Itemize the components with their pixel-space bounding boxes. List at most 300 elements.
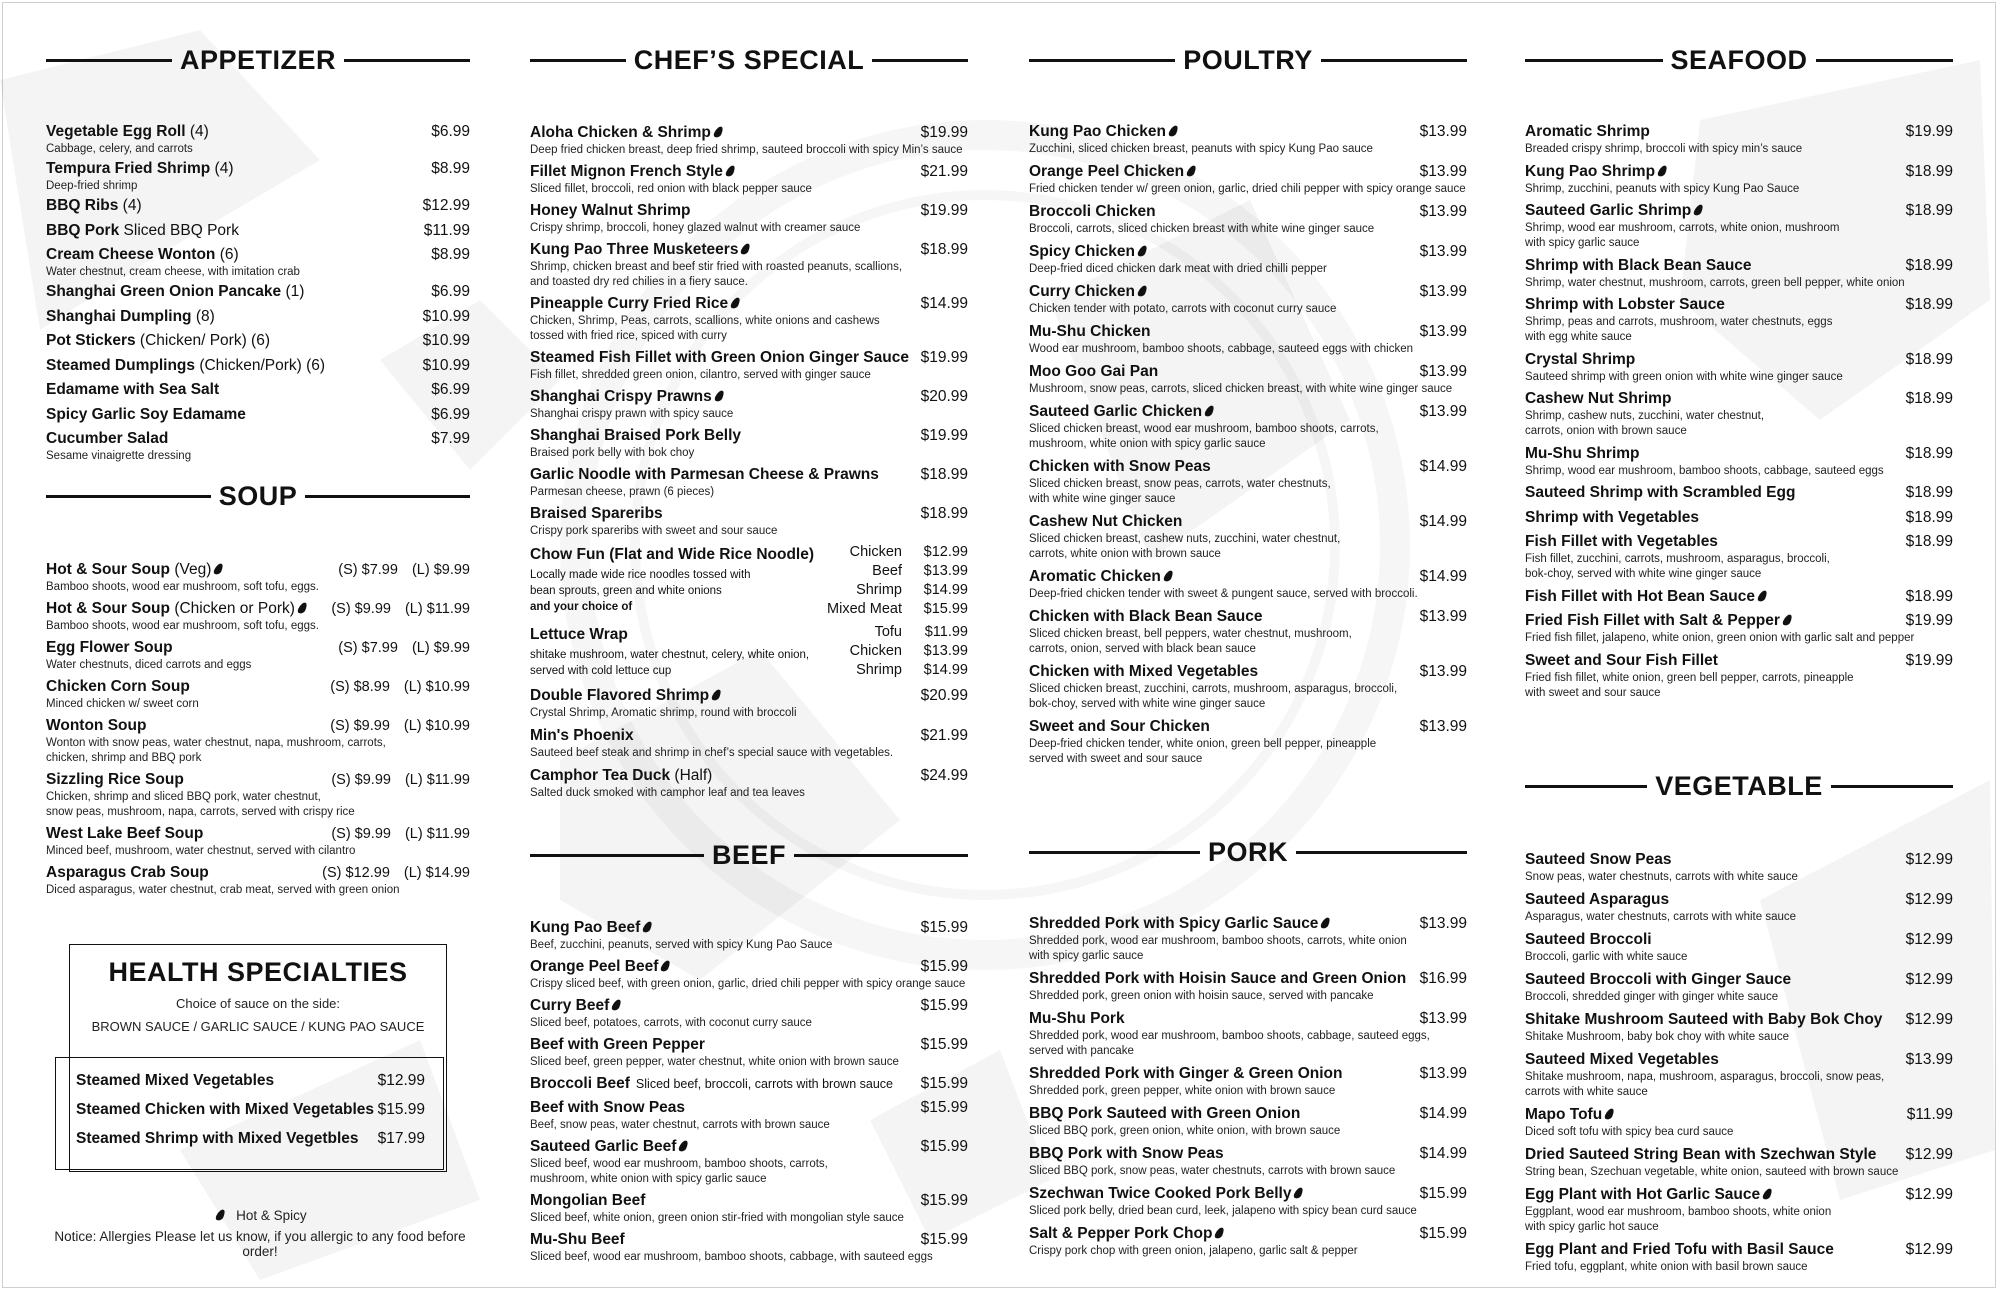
menu-item-name (530, 726, 634, 746)
menu-item-price: $10.99 (422, 332, 470, 349)
dish-name: BBQ Pork (46, 221, 120, 239)
menu-item-price: $6.99 (431, 405, 470, 423)
rule-left (1029, 851, 1200, 854)
dish-name: Vegetable Egg Roll (46, 123, 186, 140)
menu-item-price: $13.99 (1419, 243, 1467, 260)
menu-item-row (1525, 1105, 1953, 1125)
dish-name: Aromatic Chicken (1029, 568, 1161, 585)
menu-item (1029, 457, 1467, 507)
menu-item (530, 426, 968, 461)
dish-name: Broccoli Beef (530, 1075, 630, 1092)
menu-item (530, 996, 968, 1031)
menu-item-price: $15.99 (920, 958, 968, 975)
menu-item-price: $14.99 (1419, 458, 1467, 475)
menu-item-row (1525, 508, 1953, 528)
menu-item-description: Minced beef, mushroom, water chestnut, served with cilantro (46, 845, 356, 857)
menu-item-price: $11.99 (1906, 1106, 1953, 1123)
menu-item-name (530, 996, 620, 1016)
menu-item-price: $14.99 (1419, 513, 1467, 530)
menu-item (1525, 483, 1953, 503)
menu-item-row (530, 996, 968, 1016)
menu-item-row (46, 599, 470, 619)
menu-item-price: $16.99 (1419, 970, 1467, 987)
menu-item-name (1525, 444, 1640, 464)
soup-prices (338, 560, 470, 580)
chili-pepper-icon (1204, 404, 1215, 418)
menu-item-row (1029, 457, 1467, 477)
menu-item-price: $14.99 (1419, 568, 1467, 585)
dish-size: (4) (122, 197, 142, 214)
dish-name: Egg Plant and Fried Tofu with Basil Sauce (1525, 1241, 1834, 1258)
menu-item-price: $13.99 (1419, 403, 1467, 420)
menu-item-row (530, 1074, 968, 1094)
menu-item-description: Fried tofu, eggplant, white onion with basil brown sauce (1525, 1261, 1808, 1273)
menu-item-name (46, 307, 215, 327)
chili-pepper-icon (1168, 124, 1179, 138)
menu-item-name (1525, 483, 1795, 503)
menu-item (1525, 295, 1953, 345)
dish-name: Moo Goo Gai Pan (1029, 363, 1159, 380)
option-price: $11.99 (924, 624, 968, 640)
menu-item-name (1525, 970, 1791, 990)
menu-item-name (530, 240, 749, 260)
menu-item-description: Water chestnut, cream cheese, with imitation crab (46, 266, 300, 278)
menu-item-name (1029, 1104, 1300, 1124)
menu-item-name (1525, 611, 1791, 631)
menu-item-row (1029, 162, 1467, 182)
menu-item-name (530, 1035, 705, 1055)
option-label: Shrimp (856, 582, 902, 598)
dish-size: Sliced BBQ Pork (123, 221, 239, 239)
menu-item-row (1029, 662, 1467, 682)
menu-item-name (46, 282, 304, 302)
menu-item-row (530, 162, 968, 182)
menu-item (1525, 930, 1953, 965)
menu-item-row (1525, 850, 1953, 870)
dish-name: Hot & Sour Soup (46, 600, 170, 617)
menu-item-price: $13.99 (1419, 363, 1467, 380)
menu-item-name (1525, 122, 1650, 142)
menu-item (530, 686, 968, 721)
menu-item-price: $8.99 (431, 246, 470, 263)
option-price: $15.99 (923, 601, 968, 617)
menu-item (1029, 362, 1467, 397)
menu-item-name (530, 918, 651, 938)
menu-item-description: Shrimp, cashew nuts, zucchini, water chestnut, carrots, onion with brown sauce (1525, 410, 1765, 437)
menu-item-price: $8.99 (431, 160, 470, 177)
menu-item-description: Deep-fried chicken tender with sweet & pungent sauce, served with broccoli. (1029, 588, 1418, 600)
menu-item-description: Deep-fried shrimp (46, 180, 138, 192)
menu-item-description: Mushroom, snow peas, carrots, sliced chicken breast, with white wine ginger sauce (1029, 383, 1453, 395)
dish-name: Mu-Shu Beef (530, 1231, 625, 1248)
menu-item-name (1029, 1009, 1125, 1029)
health-item-price: $12.99 (377, 1072, 425, 1089)
menu-item-row (1029, 969, 1467, 989)
dish-name: Honey Walnut Shrimp (530, 202, 691, 219)
menu-item-name (46, 770, 184, 790)
menu-item-description: Shredded pork, green pepper, white onion with brown sauce (1029, 1085, 1336, 1097)
chili-pepper-icon (660, 959, 671, 973)
price-option (827, 581, 968, 600)
menu-item (1525, 890, 1953, 925)
menu-item-name (530, 348, 909, 368)
dish-name: Shanghai Braised Pork Belly (530, 427, 742, 444)
menu-item-row (46, 677, 470, 697)
menu-item-row (1525, 651, 1953, 671)
menu-item-description: Shrimp, peas and carrots, mushroom, water chestnuts, eggs with egg white sauce (1525, 316, 1833, 343)
health-title: HEALTH SPECIALTIES (108, 957, 408, 987)
menu-item-description: Broccoli, shredded ginger with ginger white sauce (1525, 991, 1779, 1003)
menu-item (1525, 508, 1953, 528)
soup-prices (331, 824, 470, 844)
menu-item (530, 465, 968, 500)
large-price: (L) $11.99 (404, 601, 470, 617)
small-price: (S) $9.99 (330, 718, 390, 734)
menu-item-description: Shitake Mushroom, baby bok choy with white sauce (1525, 1031, 1789, 1043)
menu-item-price: $15.99 (920, 1192, 968, 1209)
menu-item-row (1029, 242, 1467, 262)
menu-item-name (530, 504, 663, 524)
option-label: Tofu (874, 624, 902, 640)
dish-size: (Veg) (174, 561, 212, 578)
menu-item (1029, 202, 1467, 237)
menu-item-name (1029, 202, 1156, 222)
menu-item (530, 1137, 968, 1187)
small-price: (S) $7.99 (338, 640, 398, 656)
menu-item-name (1029, 162, 1195, 182)
menu-item-description: Deep-fried chicken tender, white onion, green bell pepper, pineapple served with sweet and sour sauce (1029, 738, 1377, 765)
dish-name: Double Flavored Shrimp (530, 687, 710, 704)
menu-item (1029, 662, 1467, 712)
menu-item-row (46, 638, 470, 658)
menu-item-row (1525, 970, 1953, 990)
menu-item-price: $13.99 (1905, 1051, 1953, 1068)
menu-item-price: $15.99 (920, 919, 968, 936)
menu-item-row (46, 196, 470, 216)
menu-item-name (1029, 1184, 1302, 1204)
health-subtitle: Choice of sauce on the side: (175, 996, 341, 1011)
chili-pepper-icon (213, 562, 224, 576)
menu-item-description: Bamboo shoots, wood ear mushroom, soft tofu, eggs. (46, 581, 319, 593)
menu-item-price: $21.99 (920, 163, 968, 180)
dish-name: Wonton Soup (46, 717, 147, 734)
menu-item-description: Shredded pork, wood ear mushroom, bamboo shoots, cabbage, sauteed eggs, served with pancake (1029, 1030, 1430, 1057)
menu-item-row (46, 824, 470, 844)
menu-item-price: $19.99 (1905, 612, 1953, 629)
menu-item-name (530, 201, 690, 221)
menu-item (530, 918, 968, 953)
dish-size: (Chicken or Pork) (174, 600, 295, 617)
menu-item (530, 957, 968, 992)
menu-item-name (1029, 122, 1177, 142)
menu-item-description: Sliced beef, wood ear mushroom, bamboo shoots, cabbage, with sauteed eggs (530, 1251, 933, 1263)
menu-item-price: $14.99 (920, 295, 968, 312)
menu-item-row (1525, 256, 1953, 276)
menu-item-name (1029, 607, 1262, 627)
section-header (46, 40, 470, 80)
menu-item (1029, 607, 1467, 657)
menu-item-name (46, 429, 168, 449)
menu-item-name (1029, 969, 1406, 989)
section-header (1525, 766, 1953, 806)
chili-pepper-icon (1320, 916, 1331, 930)
menu-item-description: Shitake mushroom, napa, mushroom, asparagus, broccoli, snow peas, carrots with white sauce (1525, 1071, 1885, 1098)
menu-item (1029, 1144, 1467, 1179)
menu-item-name (46, 331, 270, 351)
menu-item (46, 599, 470, 634)
menu-item (1525, 1010, 1953, 1045)
menu-item (1525, 970, 1953, 1005)
menu-item-price: $12.99 (1905, 1011, 1953, 1028)
dish-name: Mongolian Beef (530, 1192, 646, 1209)
menu-item-name (1029, 242, 1146, 262)
menu-item-price: $15.99 (920, 1231, 968, 1248)
menu-item-row (530, 1230, 968, 1250)
dish-name: Steamed Fish Fillet with Green Onion Ginger Sauce (530, 349, 909, 366)
menu-item-row (1525, 1145, 1953, 1165)
menu-item-name (1525, 1185, 1771, 1205)
menu-item-row (46, 307, 470, 327)
menu-item-price: $12.99 (1905, 851, 1953, 868)
menu-item-price: $6.99 (431, 283, 470, 300)
health-item-name: Steamed Chicken with Mixed Vegetables (76, 1101, 375, 1118)
section-title: APPETIZER (179, 44, 337, 75)
dish-name: Mu-Shu Pork (1029, 1010, 1125, 1027)
dish-name: Pineapple Curry Fried Rice (530, 295, 729, 312)
menu-item (1029, 322, 1467, 357)
hot-spicy-label: Hot & Spicy (236, 1208, 307, 1223)
menu-item (46, 770, 470, 820)
dish-name: Shredded Pork with Ginger & Green Onion (1029, 1065, 1343, 1082)
menu-item (530, 294, 968, 344)
menu-item-description: Chicken, Shrimp, Peas, carrots, scallions, white onions and cashews tossed with fried rice, spiced with curry (530, 315, 880, 342)
soup-list (46, 560, 470, 898)
dish-name: Crystal Shrimp (1525, 350, 1636, 368)
dish-name: BBQ Pork with Snow Peas (1029, 1145, 1224, 1162)
menu-item-name (1525, 162, 1666, 182)
chili-pepper-icon (711, 688, 722, 702)
menu-item (1029, 1224, 1467, 1259)
large-price: (L) $10.99 (403, 679, 470, 695)
menu-item (1525, 122, 1953, 157)
dish-name: Orange Peel Chicken (1029, 163, 1185, 180)
chili-pepper-icon (1214, 1226, 1225, 1240)
menu-item-description: Water chestnuts, diced carrots and eggs (46, 659, 252, 671)
menu-item-name (1525, 930, 1652, 950)
vegetable-list (1525, 850, 1953, 1275)
dish-name: Hot & Sour Soup (46, 561, 170, 578)
menu-item-row (1029, 282, 1467, 302)
menu-item (1029, 717, 1467, 767)
chili-pepper-icon (713, 125, 724, 139)
menu-item-price: $13.99 (1419, 1010, 1467, 1027)
menu-item-price: $12.99 (1905, 1241, 1953, 1258)
menu-item-price: $20.99 (920, 687, 968, 704)
price-options (827, 543, 968, 619)
menu-item-price: $13.99 (1419, 283, 1467, 300)
soup-prices (331, 599, 470, 619)
menu-item-price: $18.99 (1905, 256, 1953, 274)
menu-item (46, 356, 470, 376)
menu-item-row (46, 159, 470, 179)
dish-name: Dried Sauteed String Bean with Szechwan Style (1525, 1146, 1877, 1163)
menu-item-row (530, 123, 968, 143)
menu-item (46, 221, 470, 241)
soup-prices (322, 863, 470, 883)
menu-item (46, 159, 470, 194)
menu-item-row (1029, 1144, 1467, 1164)
dish-size: (Half) (674, 767, 713, 784)
menu-item (46, 560, 470, 595)
menu-item-row (46, 770, 470, 790)
menu-item-row (1029, 122, 1467, 142)
menu-item (1525, 256, 1953, 291)
menu-item-description: Crispy sliced beef, with green onion, garlic, dried chili pepper with spicy orange sauce (530, 978, 966, 990)
menu-item-row (530, 348, 968, 368)
menu-item-row (1029, 1224, 1467, 1244)
menu-item-price: $24.99 (920, 767, 968, 784)
menu-item-price: $18.99 (1905, 533, 1953, 550)
menu-item-row (530, 726, 968, 746)
menu-item-description: Shanghai crispy prawn with spicy sauce (530, 408, 734, 420)
option-price: $14.99 (923, 662, 968, 678)
menu-item (1525, 1185, 1953, 1235)
menu-item-row (1029, 512, 1467, 532)
dish-name: Fish Fillet with Hot Bean Sauce (1525, 587, 1755, 605)
large-price: (L) $11.99 (404, 772, 470, 788)
dish-description: Sliced beef, broccoli, carrots with brown sauce (635, 1077, 893, 1091)
menu-item-row (46, 405, 470, 425)
chili-pepper-icon (1782, 613, 1793, 627)
dish-name: Chicken Corn Soup (46, 678, 190, 695)
section-title: SOUP (218, 480, 298, 511)
chili-pepper-icon (740, 242, 751, 256)
soup-section (46, 476, 470, 902)
beef-section (530, 835, 968, 1269)
menu-item-price: $7.99 (431, 430, 470, 447)
dish-name: Cashew Nut Shrimp (1525, 390, 1672, 407)
menu-item-row (46, 356, 470, 376)
menu-item-price: $13.99 (1419, 163, 1467, 180)
menu-item (46, 245, 470, 280)
legend (40, 1208, 480, 1259)
dish-name: Shredded Pork with Hoisin Sauce and Green Onion (1029, 970, 1407, 987)
menu-item (530, 387, 968, 422)
menu-item-description: Sauteed beef steak and shrimp in chef’s special sauce with vegetables. (530, 747, 894, 759)
dish-name: Kung Pao Shrimp (1525, 162, 1656, 180)
dish-name: Shrimp with Vegetables (1525, 508, 1699, 526)
menu-item-description: Sliced pork belly, dried bean curd, leek, jalapeno with spicy bean curd sauce (1029, 1205, 1417, 1217)
dish-name: Sauteed Garlic Beef (530, 1138, 677, 1155)
dish-name: Sweet and Sour Fish Fillet (1525, 651, 1718, 669)
dish-name: Kung Pao Chicken (1029, 123, 1166, 140)
section-header (1029, 832, 1467, 872)
menu-item-price: $18.99 (1905, 296, 1953, 313)
menu-item (46, 307, 470, 327)
menu-item-name (1029, 1064, 1342, 1084)
section-header (530, 40, 968, 80)
dish-name: Orange Peel Beef (530, 958, 659, 975)
menu-item-row (1029, 1104, 1467, 1124)
menu-item (1029, 1184, 1467, 1219)
small-price: (S) $12.99 (322, 865, 390, 881)
menu-item-description: Cabbage, celery, and carrots (46, 143, 193, 155)
menu-item-description: Diced asparagus, water chestnut, crab meat, served with green onion (46, 884, 400, 896)
menu-item-description: Parmesan cheese, prawn (6 pieces) (530, 486, 715, 498)
menu-item-description: Sliced chicken breast, cashew nuts, zucchini, water chestnut, carrots, white onion with brown sauce (1029, 533, 1341, 560)
dish-name: Sauteed Broccoli (1525, 931, 1652, 948)
menu-item-description: Fish fillet, zucchini, carrots, mushroom, asparagus, broccoli, bok-choy, served with white wine ginger sauce (1525, 553, 1830, 580)
menu-item-row (1525, 930, 1953, 950)
menu-item-price: $20.99 (920, 388, 968, 405)
rule-left (46, 495, 211, 498)
menu-item-description: Wonton with snow peas, water chestnut, napa, mushroom, carrots, chicken, shrimp and BBQ pork (46, 737, 386, 764)
dish-name: Sauteed Shrimp with Scrambled Egg (1525, 484, 1796, 501)
dish-name: Shanghai Crispy Prawns (530, 388, 712, 405)
menu-item-name (1525, 389, 1671, 409)
menu-item-price: $12.99 (1905, 931, 1953, 948)
menu-item-row (1525, 611, 1953, 631)
menu-item-price: $14.99 (1419, 1105, 1467, 1122)
chili-pepper-icon (1137, 244, 1148, 258)
menu-item-price: $12.99 (1905, 971, 1953, 988)
menu-item-name (1525, 508, 1699, 528)
menu-item-name (46, 380, 219, 400)
menu-item-price: $6.99 (431, 381, 470, 398)
menu-item-price: $14.99 (1419, 1145, 1467, 1162)
menu-item-row (530, 465, 968, 485)
dish-name: Spicy Garlic Soy Edamame (46, 405, 246, 423)
chili-pepper-icon (1762, 1187, 1773, 1201)
dish-size: (4) (214, 160, 234, 177)
menu-item-row (1525, 122, 1953, 142)
menu-item-price: $18.99 (920, 505, 968, 522)
menu-item-description: String bean, Szechuan vegetable, white onion, sauteed with brown sauce (1525, 1166, 1899, 1178)
menu-item-row (530, 1137, 968, 1157)
menu-item (530, 1098, 968, 1133)
menu-item-row (530, 1098, 968, 1118)
menu-item-description: Sliced beef, potatoes, carrots, with coconut curry sauce (530, 1017, 812, 1029)
menu-item-name (530, 686, 720, 706)
dish-name: Shanghai Green Onion Pancake (46, 283, 282, 300)
menu-item-description: Crispy pork chop with green onion, jalapeno, garlic salt & pepper (1029, 1245, 1358, 1257)
menu-item-price: $15.99 (1419, 1225, 1467, 1242)
rule-right (1831, 785, 1953, 788)
menu-item-row (1525, 1050, 1953, 1070)
dish-name: Szechwan Twice Cooked Pork Belly (1029, 1185, 1292, 1202)
menu-item-row (46, 863, 470, 883)
menu-item-row (46, 429, 470, 449)
dish-name: Sauteed Garlic Chicken (1029, 403, 1203, 420)
option-price: $12.99 (923, 544, 968, 560)
menu-item-price: $19.99 (920, 349, 968, 366)
menu-item-description: Eggplant, wood ear mushroom, bamboo shoots, white onion with spicy garlic hot sauce (1525, 1206, 1832, 1233)
hot-spicy-legend (40, 1208, 480, 1223)
menu-item-row (46, 221, 470, 241)
menu-item-name (1029, 1144, 1224, 1164)
menu-item-description: Locally made wide rice noodles tossed with bean sprouts, green and white onions (530, 569, 751, 597)
menu-item-description: Fried fish fillet, jalapeno, white onion, green onion with garlic salt and pepper (1525, 632, 1915, 644)
menu-item (530, 1035, 968, 1070)
price-option (850, 661, 968, 680)
chili-pepper-icon (1657, 164, 1668, 178)
menu-item-left (530, 623, 809, 680)
option-label: Beef (872, 563, 902, 579)
menu-item-name (1525, 587, 1766, 607)
dish-name: Steamed Dumplings (46, 356, 195, 374)
menu-item (46, 677, 470, 712)
dish-name: Shredded Pork with Spicy Garlic Sauce (1029, 915, 1319, 932)
